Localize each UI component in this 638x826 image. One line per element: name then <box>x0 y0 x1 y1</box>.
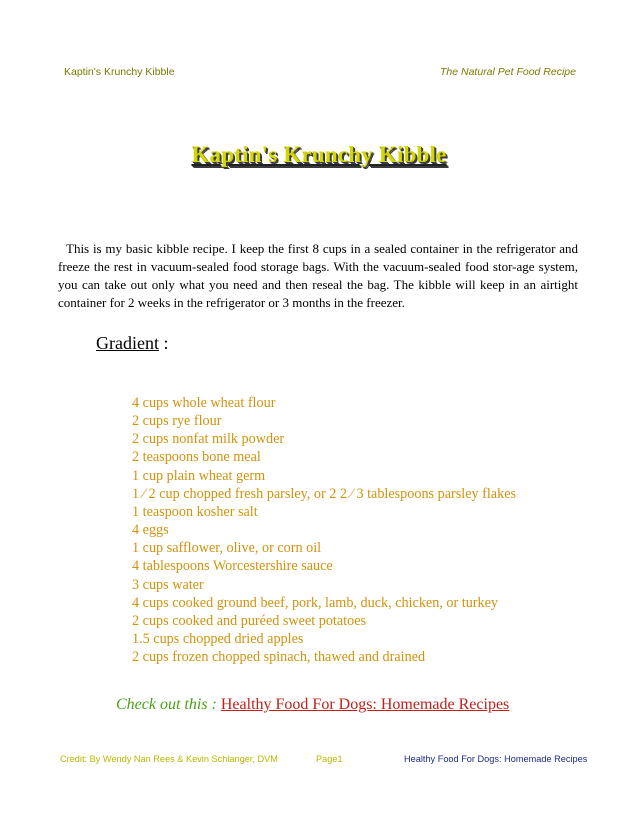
gradient-heading-word: Gradient <box>96 333 159 353</box>
ingredient-item: 2 cups rye flour <box>132 413 222 430</box>
header-left-text: Kaptin's Krunchy Kibble <box>64 66 175 78</box>
gradient-heading-colon: : <box>158 333 169 353</box>
ingredient-item: 2 cups cooked and puréed sweet potatoes <box>132 612 367 629</box>
footer-credit: Credit: By Wendy Nan Rees & Kevin Schlanger, DVM <box>60 754 278 764</box>
ingredient-item: 1 teaspoon kosher salt <box>132 503 258 520</box>
document-title: Kaptin's Krunchy Kibble <box>191 142 447 167</box>
healthy-food-link[interactable]: Healthy Food For Dogs: Homemade Recipes <box>220 696 510 713</box>
ingredient-item: 4 cups cooked ground beef, pork, lamb, duck, chicken, or turkey <box>132 594 499 611</box>
ingredient-item: 4 cups whole wheat flour <box>132 395 276 411</box>
ingredient-item: 1.5 cups chopped dried apples <box>132 631 304 648</box>
ingredient-item: 3 cups water <box>132 576 204 593</box>
ingredient-item: 1 ⁄ 2 cup chopped fresh parsley, or 2 2 ⁄ 3 tablespoons parsley flakes <box>132 485 517 502</box>
checkout-line <box>116 696 509 714</box>
ingredient-item: 4 tablespoons Worcestershire sauce <box>132 558 333 575</box>
ingredient-item: 2 cups frozen chopped spinach, thawed and drained <box>132 649 426 666</box>
header-right-text: The Natural Pet Food Recipe <box>440 66 576 78</box>
gradient-heading <box>96 333 169 354</box>
footer-title: Healthy Food For Dogs: Homemade Recipes <box>404 754 588 764</box>
footer-page-number: Page1 <box>316 754 343 764</box>
ingredient-list <box>132 394 516 666</box>
ingredient-item: 4 eggs <box>132 522 169 539</box>
ingredient-item: 1 cup safflower, olive, or corn oil <box>132 540 322 557</box>
ingredient-item: 2 teaspoons bone meal <box>132 449 261 466</box>
ingredient-item: 2 cups nonfat milk powder <box>132 431 285 448</box>
intro-paragraph: This is my basic kibble recipe. I keep the first 8 cups in a sealed container in the refrigerator and freeze the rest in vacuum-sealed food storage bags. With the vacuum-sealed food stor-age system, you can take out only what you need and then reseal the bag. The kibble will keep in an airtight container for 2 weeks in the refrigerator or 3 months in the freezer. <box>58 241 578 310</box>
checkout-lead-text: Check out this : <box>116 696 221 713</box>
ingredient-item: 1 cup plain wheat germ <box>132 467 266 484</box>
